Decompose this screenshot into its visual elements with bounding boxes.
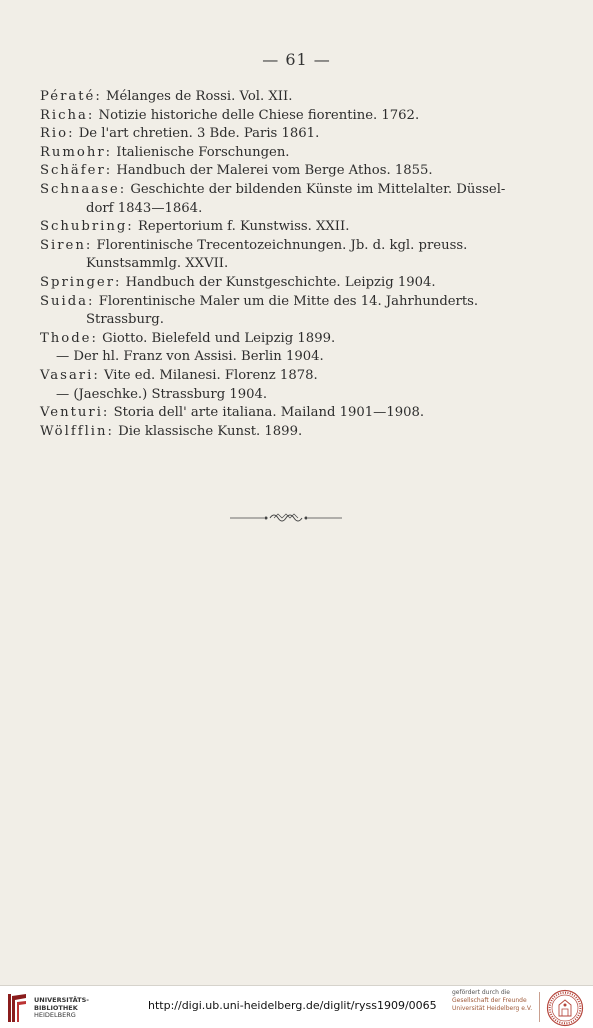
entry-text: Die klassische Kunst. 1899. [113,423,303,439]
entry-author: Rio: [40,126,75,142]
entry-text: Kunstsammlg. XXVII. [86,256,229,272]
bibliography-entry [40,367,520,386]
library-name [34,997,89,1020]
entry-text: Strassburg. [86,312,164,328]
entry-author: Springer: [40,274,122,290]
sponsor-line: gefördert durch die [452,989,510,996]
entry-text: Italienische Forschungen. [112,144,290,160]
bibliography-entry [40,423,520,442]
bibliography-entry [40,237,520,256]
digitization-footer [0,985,593,1028]
library-name-line: BIBLIOTHEK [34,1003,78,1012]
bibliography-entry [40,293,520,312]
entry-author: Suida: [40,293,95,309]
library-name-line: HEIDELBERG [34,1011,76,1019]
entry-text: Giotto. Bielefeld und Leipzig 1899. [97,330,336,346]
bibliography-entry [40,162,520,181]
bibliography-entry [40,88,520,107]
sponsor-line: Universität Heidelberg e.V. [452,1005,533,1012]
bibliography-entry [40,274,520,293]
entry-author: Schnaase: [40,181,127,197]
entry-author: Pératé: [40,89,102,104]
entry-author: Schubring: [40,219,134,235]
bibliography-entry-continuation [40,255,520,274]
entry-author: Siren: [40,237,93,253]
bibliography-entry [40,218,520,237]
entry-text: Florentinische Trecentozeichnungen. Jb. d. kgl. preuss. [92,237,468,253]
entry-text: Handbuch der Malerei vom Berge Athos. 1855. [112,163,433,179]
bibliography-entry-ditto [40,348,520,367]
bibliography-entry-continuation [40,311,520,330]
entry-author: Wölfflin: [40,423,114,439]
bibliography-entry-ditto [40,386,520,405]
decorative-rule-ornament [230,508,342,528]
entry-author: Rumohr: [40,144,113,160]
bibliography-list [40,88,520,441]
entry-text: — Der hl. Franz von Assisi. Berlin 1904. [56,349,324,365]
entry-text: — (Jaeschke.) Strassburg 1904. [56,386,268,402]
university-library-logo-icon [6,992,30,1024]
bibliography-entry [40,330,520,349]
sponsor-line: Gesellschaft der Freunde [452,997,527,1004]
entry-text: dorf 1843—1864. [86,200,203,216]
page-number: — 61 — [262,50,331,69]
entry-author: Vasari: [40,367,100,383]
bibliography-entry-continuation [40,200,520,219]
entry-text: Florentinische Maler um die Mitte des 14. Jahrhunderts. [94,293,479,309]
bibliography-entry [40,144,520,163]
entry-text: Mélanges de Rossi. Vol. XII. [101,89,293,104]
entry-text: Storia dell' arte italiana. Mailand 1901—1908. [109,405,425,421]
bibliography-entry [40,125,520,144]
entry-text: Repertorium f. Kunstwiss. XXII. [133,219,350,235]
entry-author: Thode: [40,330,98,346]
university-seal-icon [546,989,584,1027]
entry-author: Richa: [40,107,95,123]
entry-author: Schäfer: [40,163,113,179]
entry-text: Handbuch der Kunstgeschichte. Leipzig 1904. [121,274,436,290]
bibliography-entry [40,404,520,423]
permalink-url[interactable]: http://digi.ub.uni-heidelberg.de/diglit/ryss1909/0065 [148,999,437,1012]
entry-text: Vite ed. Milanesi. Florenz 1878. [99,367,318,383]
entry-author: Venturi: [40,405,110,421]
entry-text: Notizie historiche delle Chiese fiorentine. 1762. [94,107,420,123]
bibliography-entry [40,107,520,126]
entry-text: De l'art chretien. 3 Bde. Paris 1861. [74,126,320,142]
entry-text: Geschichte der bildenden Künste im Mittelalter. Düssel- [126,181,506,197]
bibliography-entry [40,181,520,200]
library-name-line: UNIVERSITÄTS- [34,996,89,1004]
footer-divider [539,992,540,1022]
sponsor-text [452,989,532,1013]
